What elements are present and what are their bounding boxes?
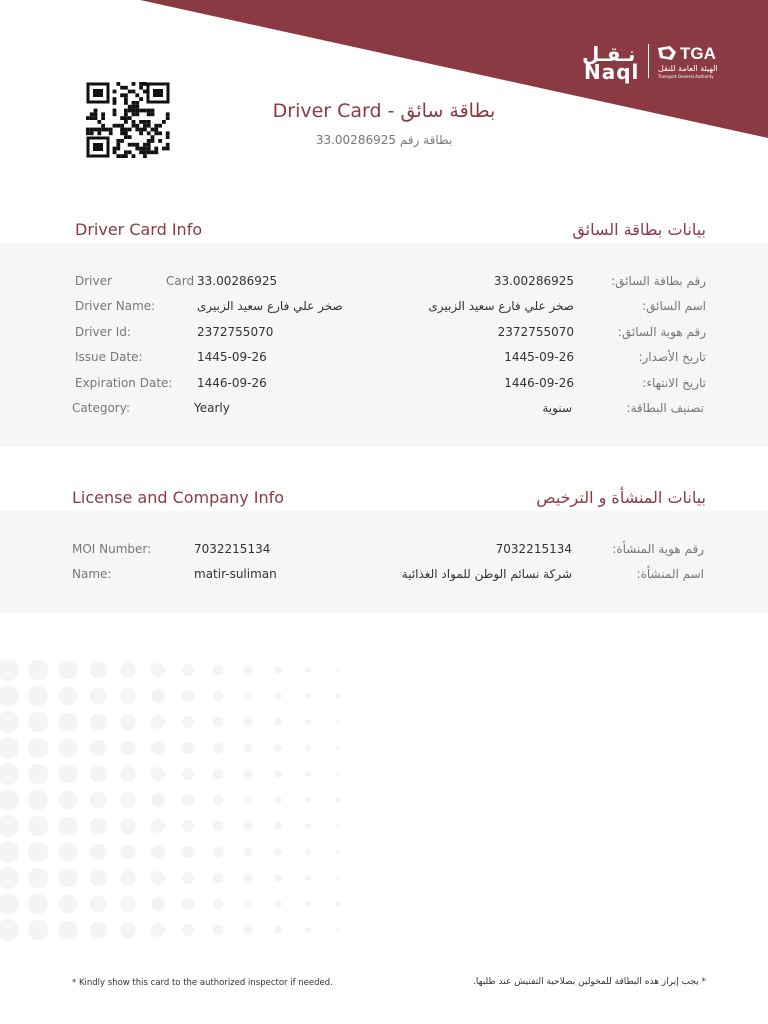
field-value-en: 7032215134 (194, 542, 271, 556)
naql-logo-en: Naql (584, 60, 640, 84)
field-label-en: Expiration Date: (75, 376, 173, 390)
naql-logo-ar: نـقـل (582, 42, 636, 66)
field-label-ar: اسم المنشأة: (636, 567, 704, 581)
company-info-panel (0, 511, 768, 613)
field-label-ar: رقم بطاقة السائق: (611, 274, 706, 288)
field-label-en: Driver Id: (75, 325, 131, 339)
field-value-en: 2372755070 (197, 325, 274, 339)
field-value-en: 1445-09-26 (197, 350, 267, 364)
tga-logo-sub: Transport General Authority (658, 74, 714, 79)
field-value-ar: صخر علي فارع سعيد الزبيرى (428, 299, 574, 313)
field-label-ar: رقم هوية المنشأة: (612, 542, 704, 556)
field-label-ar: تاريخ الأصدار: (638, 350, 706, 364)
footer-note-ar: * يجب إبراز هذه البطاقة للمخولين بصلاحية التفتيش عند طلبها. (473, 977, 706, 987)
field-value-ar: 7032215134 (495, 542, 572, 556)
company-section-title-en: License and Company Info (72, 488, 285, 507)
driver-section-title-ar: بيانات بطاقة السائق (572, 220, 706, 239)
field-label-ar: اسم السائق: (642, 299, 706, 313)
field-label-en: Category: (72, 401, 130, 415)
field-label-en: Name: (72, 567, 112, 581)
field-label-en: Driver (75, 274, 112, 288)
field-value-ar: 1445-09-26 (504, 350, 574, 364)
brand-logos (582, 40, 732, 84)
card-number-subtitle: بطاقة رقم 33.00286925 (315, 133, 453, 147)
field-value-en: matir-suliman (194, 567, 277, 581)
tga-logo-en: TGA (680, 44, 716, 63)
tga-emblem-icon (658, 46, 676, 60)
field-value-ar: 2372755070 (497, 325, 574, 339)
field-value-en: صخر علي فارع سعيد الزبيرى (197, 299, 343, 313)
field-label-en: Issue Date: (75, 350, 143, 364)
field-label-ar: تاريخ الانتهاء: (642, 376, 706, 390)
field-value-en: 1446-09-26 (197, 376, 267, 390)
field-label-en: Driver Name: (75, 299, 156, 313)
tga-logo-ar: الهيئة العامة للنقل (658, 64, 718, 73)
field-value-en: 33.00286925 (197, 274, 278, 288)
footer-note-en: * Kindly show this card to the authorized inspector if needed. (72, 978, 333, 988)
field-value-ar: سنوية (542, 401, 572, 415)
field-label-ar: تصنيف البطاقة: (626, 401, 704, 415)
field-value-en: Yearly (194, 401, 230, 415)
driver-section-title-en: Driver Card Info (75, 220, 203, 239)
field-label-en: MOI Number: (72, 542, 152, 556)
logo-separator (648, 44, 649, 78)
field-label-ar: رقم هوية السائق: (617, 325, 706, 339)
background-dot-pattern (0, 660, 768, 960)
driver-info-panel (0, 243, 768, 447)
field-value-ar: شركة نسائم الوطن للمواد الغذائية (401, 567, 572, 581)
company-section-title-ar: بيانات المنشأة و الترخيص (536, 488, 706, 507)
page-title: Driver Card - بطاقة سائق (272, 100, 496, 122)
field-label-en: Card (166, 274, 195, 288)
field-value-ar: 33.00286925 (493, 274, 574, 288)
field-value-ar: 1446-09-26 (504, 376, 574, 390)
